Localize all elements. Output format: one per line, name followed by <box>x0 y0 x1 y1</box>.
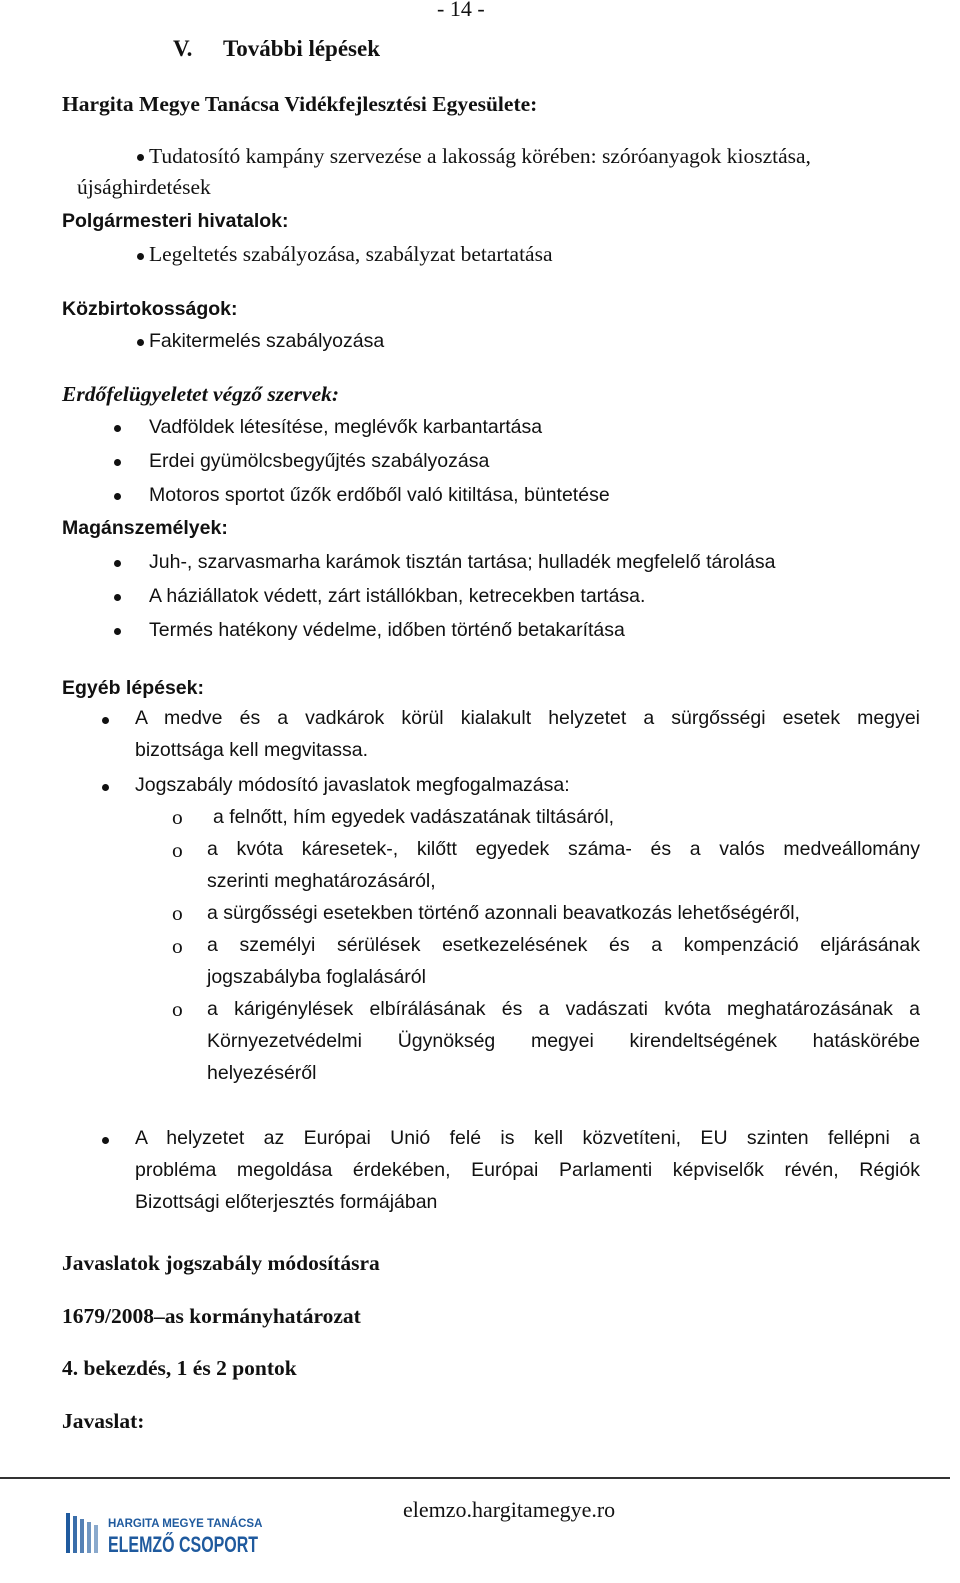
sub-bullet-icon: o <box>172 838 183 862</box>
logo-mark-icon <box>62 1507 262 1559</box>
bullet-icon <box>102 1137 109 1144</box>
private-item-2: A háziállatok védett, zárt istállókban, ketrecekben tartása. <box>149 585 646 607</box>
mayors-item-1: Legeltetés szabályozása, szabályzat betartatása <box>149 242 553 266</box>
logo <box>62 1507 262 1559</box>
sub-item-5-line-1: a kárigénylések elbírálásának és a vadászati kvóta meghatározásának a <box>207 998 920 1020</box>
logo-line-2: ELEMZŐ CSOPORT <box>108 1532 259 1557</box>
other-item-2: Jogszabály módosító javaslatok megfogalmazása: <box>135 774 570 796</box>
sub-bullet-icon: o <box>172 997 183 1021</box>
other-item-3-line-1: A helyzetet az Európai Unió felé is kell közvetíteni, EU szinten fellépni a <box>135 1127 920 1149</box>
bullet-icon <box>114 459 121 466</box>
hmt-item-1: Tudatosító kampány szervezése a lakosság körében: szóróanyagok kiosztása, <box>149 144 811 168</box>
communal-item-1: Fakitermelés szabályozása <box>149 330 385 352</box>
sub-item-4-line-2: jogszabályba foglalásáról <box>207 966 426 988</box>
sub-item-2-line-1: a kvóta káresetek-, kilőtt egyedek száma- és a valós medveállomány <box>207 838 920 860</box>
private-item-1: Juh-, szarvasmarha karámok tisztán tartása; hulladék megfelelő tárolása <box>149 551 776 573</box>
bullet-icon <box>114 425 121 432</box>
decree-title: 1679/2008–as kormányhatározat <box>62 1304 361 1328</box>
bullet-icon <box>137 339 144 346</box>
bullet-icon <box>114 628 121 635</box>
sub-item-5-line-3: helyezéséről <box>207 1062 317 1084</box>
footer-url[interactable]: elemzo.hargitamegye.ro <box>403 1497 616 1522</box>
bullet-icon <box>137 253 144 260</box>
forest-item-1: Vadföldek létesítése, meglévők karbantartása <box>149 416 543 438</box>
sub-bullet-icon: o <box>172 901 183 925</box>
logo-line-1: HARGITA MEGYE TANÁCSA <box>108 1518 263 1530</box>
section-number: V. <box>173 36 193 61</box>
logo-bar <box>87 1522 91 1553</box>
private-heading: Magánszemélyek: <box>62 517 228 539</box>
logo-bar <box>66 1513 70 1553</box>
forest-item-3: Motoros sportot űzők erdőből való kitiltása, büntetése <box>149 484 610 506</box>
page-number: - 14 - <box>437 0 485 21</box>
sub-item-5-line-2: Környezetvédelmi Ügynökség megyei kirendeltségének hatáskörébe <box>207 1030 920 1052</box>
sub-bullet-icon: o <box>172 934 183 958</box>
other-item-3-line-2: probléma megoldása érdekében, Európai Parlamenti képviselők révén, Régiók <box>135 1159 920 1181</box>
sub-item-3: a sürgősségi esetekben történő azonnali beavatkozás lehetőségéről, <box>207 902 800 924</box>
sub-item-4-line-1: a személyi sérülések esetkezelésének és a kompenzáció eljárásának <box>207 934 920 956</box>
sub-item-2-line-2: szerinti meghatározásáról, <box>207 870 436 892</box>
bullet-icon <box>114 560 121 567</box>
footer-divider <box>0 1477 950 1479</box>
bullet-icon <box>102 784 109 791</box>
logo-bar <box>80 1519 84 1553</box>
logo-bar <box>94 1525 98 1553</box>
sub-bullet-icon: o <box>172 805 183 829</box>
section-title-text: További lépések <box>223 36 381 61</box>
bullet-icon <box>102 717 109 724</box>
other-item-1-line-1: A medve és a vadkárok körül kialakult helyzetet a sürgősségi esetek megyei <box>135 707 920 729</box>
other-item-1-line-2: bizottsága kell megvitassa. <box>135 739 369 761</box>
bullet-icon <box>137 154 144 161</box>
logo-bar <box>73 1516 77 1553</box>
communal-heading: Közbirtokosságok: <box>62 298 238 320</box>
hmt-heading: Hargita Megye Tanácsa Vidékfejlesztési Egyesülete: <box>62 92 538 116</box>
proposal-label: Javaslat: <box>62 1409 145 1433</box>
private-item-3: Termés hatékony védelme, időben történő betakarítása <box>149 619 625 641</box>
proposals-heading: Javaslatok jogszabály módosításra <box>62 1251 380 1275</box>
bullet-icon <box>114 594 121 601</box>
paragraph-ref: 4. bekezdés, 1 és 2 pontok <box>62 1356 297 1380</box>
mayors-heading: Polgármesteri hivatalok: <box>62 210 289 232</box>
section-title <box>173 36 380 62</box>
sub-item-1: a felnőtt, hím egyedek vadászatának tiltásáról, <box>213 806 615 828</box>
forest-heading: Erdőfelügyeletet végző szervek: <box>62 382 340 406</box>
other-item-3-line-3: Bizottsági előterjesztés formájában <box>135 1191 438 1213</box>
other-heading: Egyéb lépések: <box>62 677 204 699</box>
forest-item-2: Erdei gyümölcsbegyűjtés szabályozása <box>149 450 490 472</box>
bullet-icon <box>114 493 121 500</box>
hmt-item-1-cont: újsághirdetések <box>77 175 211 199</box>
